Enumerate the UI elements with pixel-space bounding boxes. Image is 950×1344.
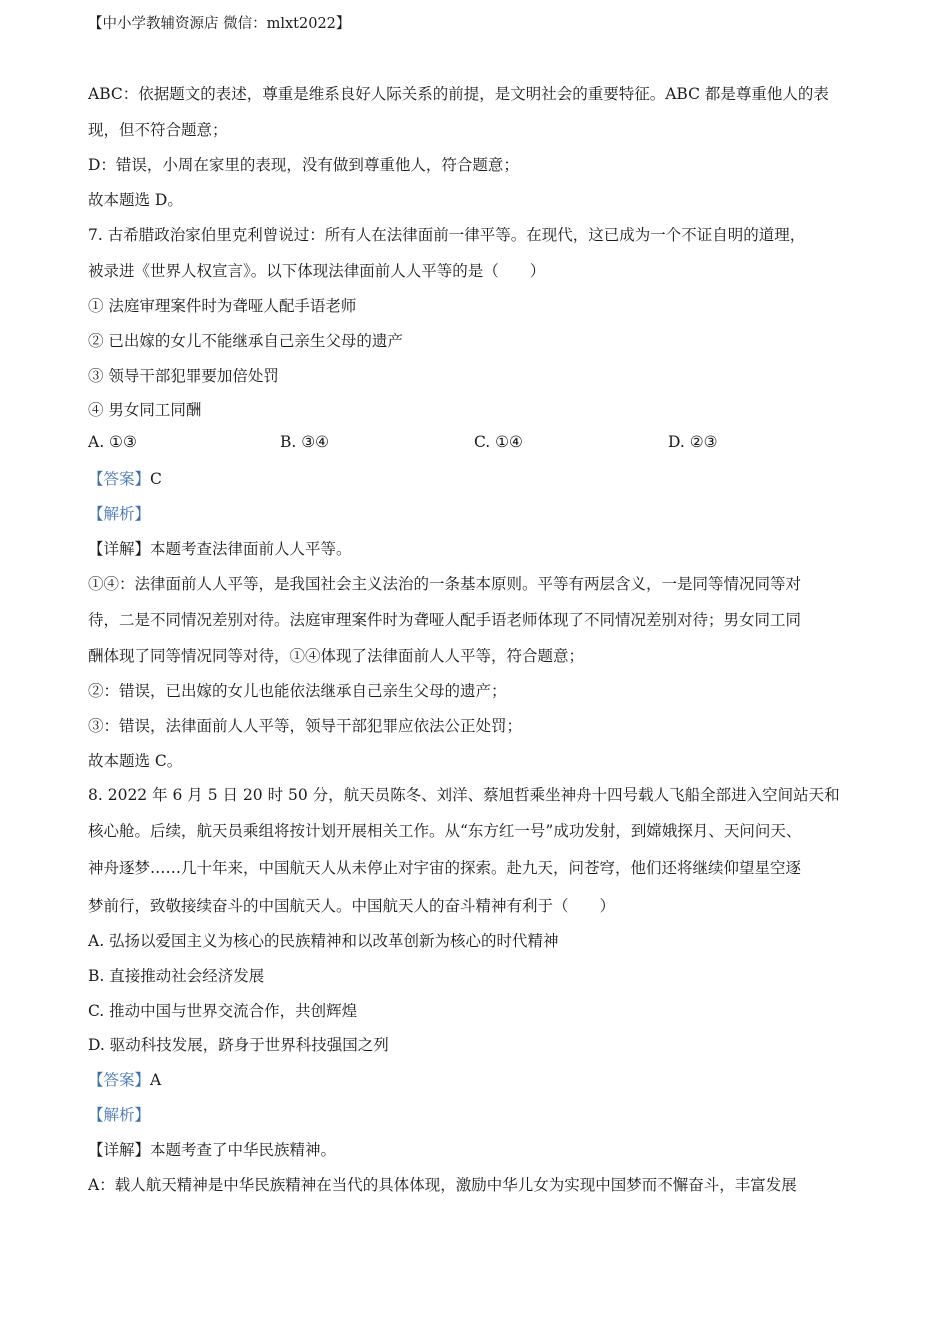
q8-stem-line: 神舟逐梦……几十年来，中国航天人从未停止对宇宙的探索。赴九天，问苍穹，他们还将继续仰望星空逐 bbox=[88, 859, 802, 877]
detail-tag: 【详解】 bbox=[88, 1141, 151, 1159]
q7-detail-line: 酬体现了同等情况同等对待，①④体现了法律面前人人平等，符合题意； bbox=[88, 647, 585, 665]
q6-conclusion: 故本题选 D。 bbox=[88, 191, 183, 209]
page-header: 【中小学教辅资源店 微信：mlxt2022】 bbox=[88, 16, 351, 32]
detail-text: 本题考查法律面前人人平等。 bbox=[150, 540, 352, 558]
answer-tag: 【答案】 bbox=[88, 1071, 151, 1089]
q7-option-a: A. ①③ bbox=[88, 433, 137, 451]
q7-option-c: C. ①④ bbox=[474, 433, 523, 451]
q8-option-a: A. 弘扬以爱国主义为核心的民族精神和以改革创新为核心的时代精神 bbox=[88, 932, 559, 950]
q7-item: ② 已出嫁的女儿不能继承自己亲生父母的遗产 bbox=[88, 332, 403, 350]
q8-detail-line bbox=[88, 1138, 336, 1160]
q8-analysis-tag: 【解析】 bbox=[88, 1106, 151, 1124]
q7-detail-line: 待，二是不同情况差别对待。法庭审理案件时为聋哑人配手语老师体现了不同情况差别对待；男女同工同 bbox=[88, 611, 802, 629]
detail-text: 本题考查了中华民族精神。 bbox=[150, 1141, 337, 1159]
q8-option-d: D. 驱动科技发展，跻身于世界科技强国之列 bbox=[88, 1036, 389, 1054]
q7-detail-line bbox=[88, 537, 352, 559]
q6-analysis-line: ABC：依据题文的表述，尊重是维系良好人际关系的前提，是文明社会的重要特征。ABC 都是尊重他人的表 bbox=[88, 85, 829, 103]
q8-stem-line: 8. 2022 年 6 月 5 日 20 时 50 分，航天员陈冬、刘洋、蔡旭哲乘坐神舟十四号载人飞船全部进入空间站天和 bbox=[88, 786, 840, 804]
q7-detail-line: ①④：法律面前人人平等，是我国社会主义法治的一条基本原则。平等有两层含义，一是同等情况同等对 bbox=[88, 575, 802, 593]
q8-stem-line: 核心舱。后续，航天员乘组将按计划开展相关工作。从“东方红一号”成功发射，到嫦娥探月、天问问天、 bbox=[88, 822, 802, 840]
q7-stem-line: 7. 古希腊政治家伯里克利曾说过：所有人在法律面前一律平等。在现代，这已成为一个不证自明的道理， bbox=[88, 226, 806, 244]
q8-detail-line: A：载人航天精神是中华民族精神在当代的具体体现，激励中华儿女为实现中国梦而不懈奋斗，丰富发展 bbox=[88, 1176, 797, 1194]
q8-answer bbox=[88, 1068, 161, 1090]
q7-option-d: D. ②③ bbox=[668, 433, 718, 451]
q7-conclusion: 故本题选 C。 bbox=[88, 752, 183, 770]
q6-analysis-line: D：错误，小周在家里的表现，没有做到尊重他人，符合题意； bbox=[88, 156, 519, 174]
detail-tag: 【详解】 bbox=[88, 540, 151, 558]
q7-detail-line: ③：错误，法律面前人人平等，领导干部犯罪应依法公正处罚； bbox=[88, 717, 523, 735]
q8-stem-line: 梦前行，致敬接续奋斗的中国航天人。中国航天人的奋斗精神有利于（ ） bbox=[88, 897, 616, 915]
answer-tag: 【答案】 bbox=[88, 470, 151, 488]
q7-answer bbox=[88, 467, 162, 489]
answer-value: C bbox=[150, 470, 162, 488]
q7-detail-line: ②：错误，已出嫁的女儿也能依法继承自己亲生父母的遗产； bbox=[88, 682, 507, 700]
q7-item: ③ 领导干部犯罪要加倍处罚 bbox=[88, 367, 279, 385]
q6-analysis-line: 现，但不符合题意； bbox=[88, 121, 228, 139]
q7-stem-line: 被录进《世界人权宣言》。以下体现法律面前人人平等的是（ ） bbox=[88, 262, 546, 280]
q8-option-b: B. 直接推动社会经济发展 bbox=[88, 967, 265, 985]
q7-option-b: B. ③④ bbox=[280, 433, 330, 451]
q7-item: ① 法庭审理案件时为聋哑人配手语老师 bbox=[88, 297, 357, 315]
q7-item: ④ 男女同工同酬 bbox=[88, 401, 202, 419]
q8-option-c: C. 推动中国与世界交流合作，共创辉煌 bbox=[88, 1002, 358, 1020]
q7-analysis-tag: 【解析】 bbox=[88, 505, 151, 523]
answer-value: A bbox=[150, 1071, 162, 1089]
